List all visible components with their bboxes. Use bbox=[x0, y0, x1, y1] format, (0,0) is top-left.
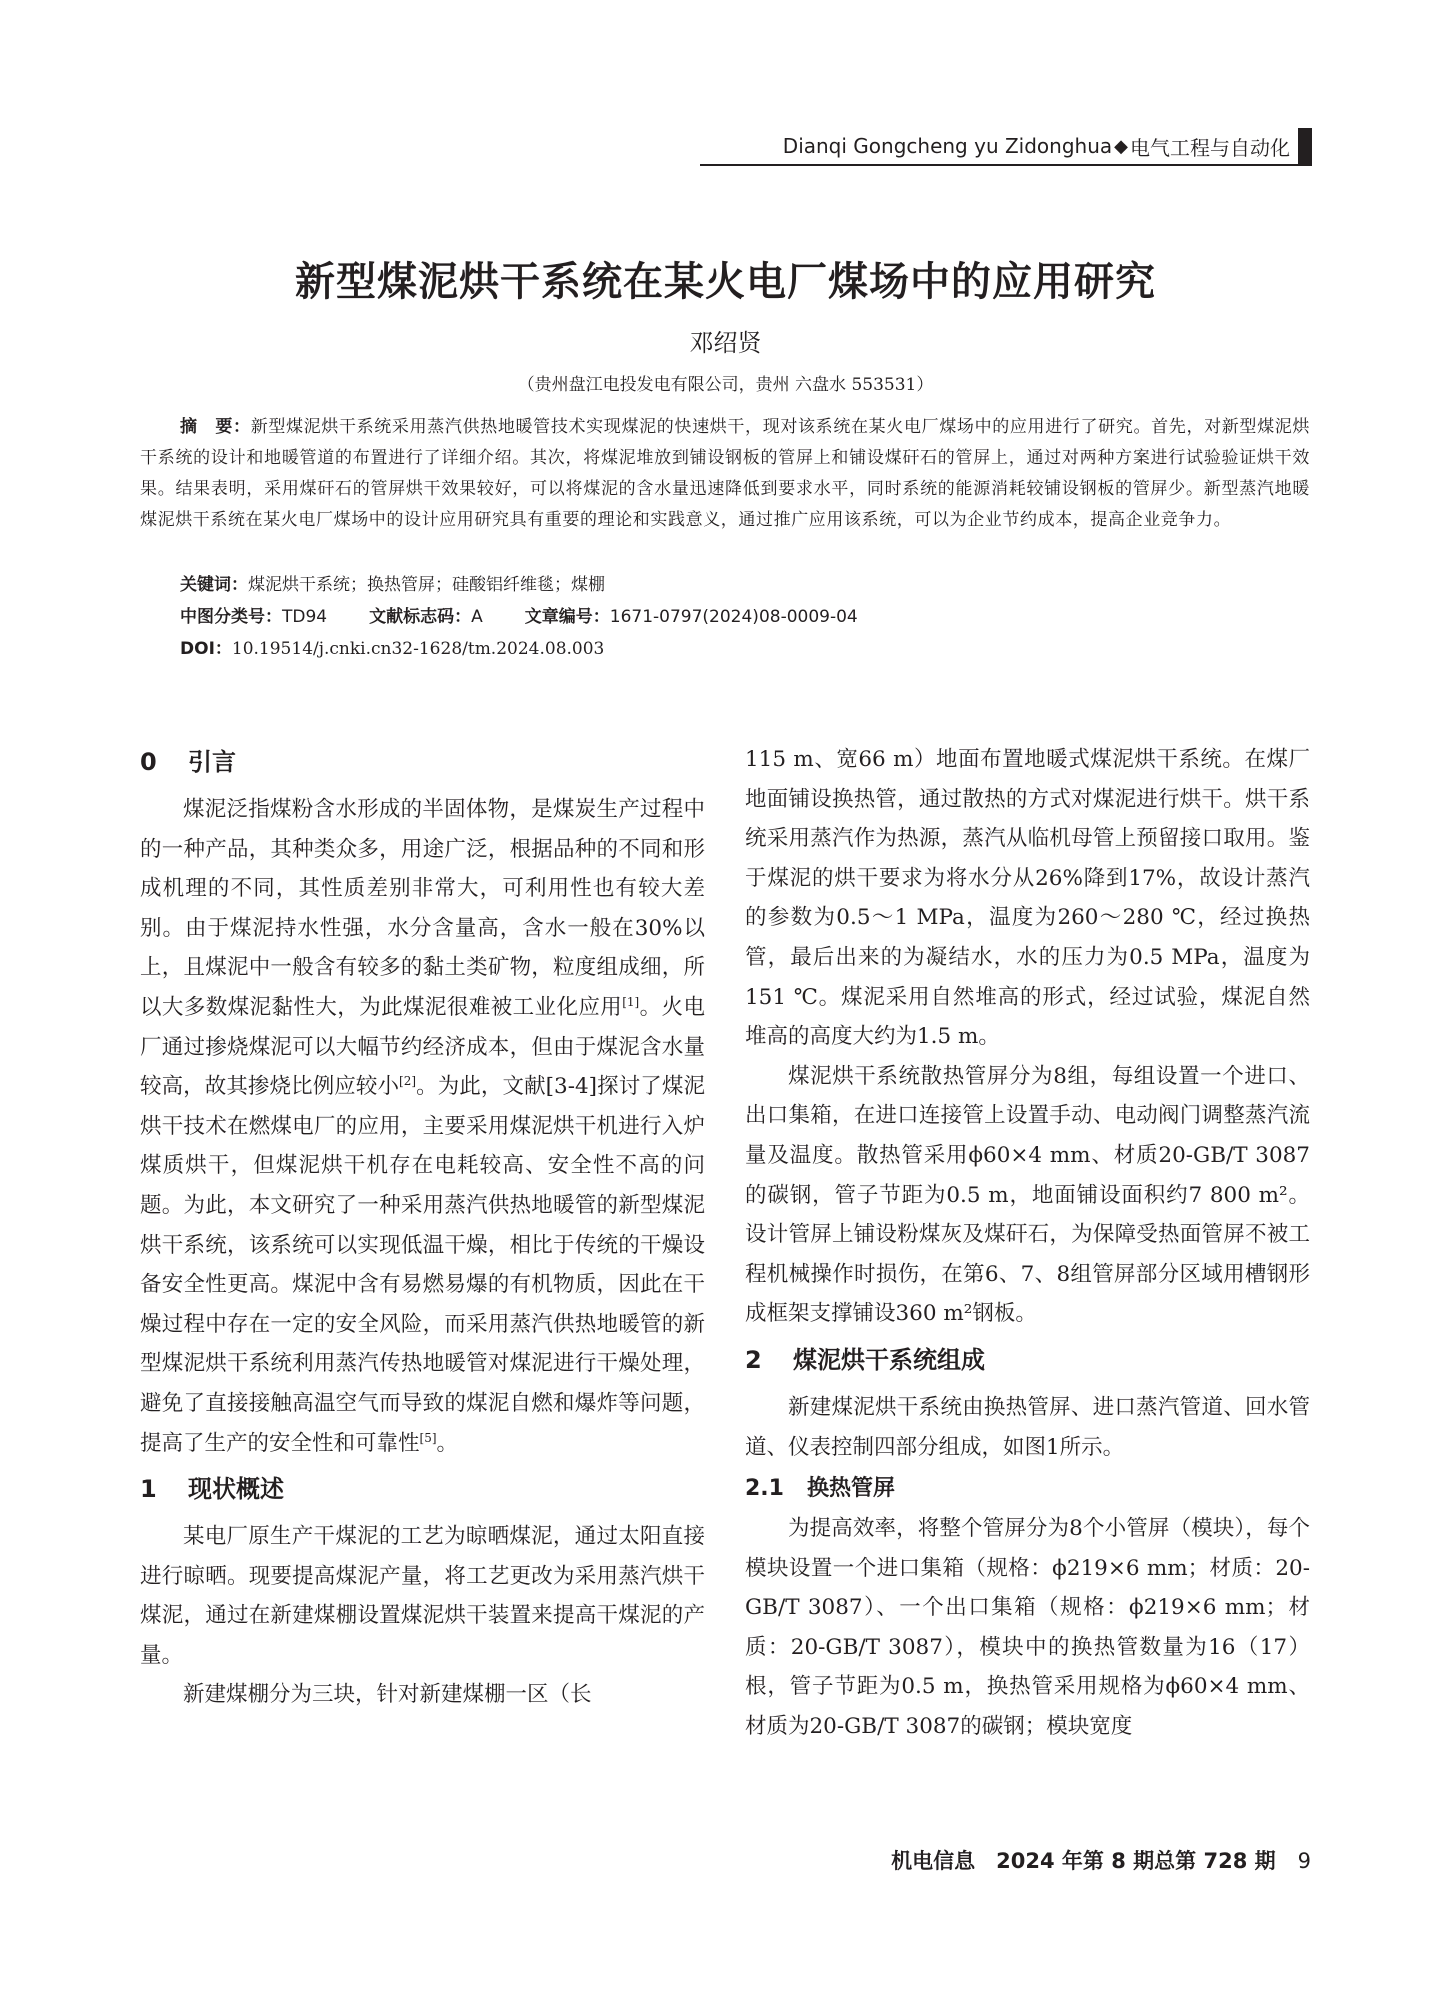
paper-title: 新型煤泥烘干系统在某火电厂煤场中的应用研究 bbox=[295, 259, 1156, 305]
abstract bbox=[140, 412, 1310, 536]
abstract-label: 摘 要： bbox=[180, 417, 251, 437]
header-bar bbox=[1298, 128, 1312, 164]
doc-code-label: 文献标志码： bbox=[369, 607, 472, 627]
section-0-heading bbox=[140, 742, 705, 782]
clc-value: TD94 bbox=[282, 607, 328, 627]
page-number: 9 bbox=[1297, 1849, 1311, 1873]
keywords bbox=[180, 570, 605, 600]
page-footer bbox=[891, 1845, 1311, 1875]
classification bbox=[180, 602, 858, 632]
citation: [2] bbox=[399, 1074, 417, 1088]
status-paragraph: 某电厂原生产干煤泥的工艺为晾晒煤泥，通过太阳直接进行晾晒。现要提高煤泥产量，将工艺更改为采用蒸汽烘干煤泥，通过在新建煤棚设置煤泥烘干装置来提高干煤泥的产量。 bbox=[140, 1524, 705, 1668]
clc-label: 中图分类号： bbox=[180, 607, 282, 627]
footer-journal: 机电信息 2024 年第 8 期总第 728 期 bbox=[891, 1849, 1276, 1873]
abstract-text: 新型煤泥烘干系统采用蒸汽供热地暖管技术实现煤泥的快速烘干，现对该系统在某火电厂煤场中的应用进行了研究。首先，对新型煤泥烘干系统的设计和地暖管道的布置进行了详细介绍。其次，将煤泥堆放到铺设钢板的管屏上和铺设煤矸石的管屏上，通过对两种方案进行试验验证烘干效果。结果表明，采用煤矸石的管屏烘干效果较好，可以将煤泥的含水量迅速降低到要求水平，同时系统的能源消耗较铺设钢板的管屏少。新型蒸汽地暖煤泥烘干系统在某火电厂煤场中的设计应用研究具有重要的理论和实践意义，通过推广应用该系统，可以为企业节约成本，提高企业竞争力。 bbox=[140, 417, 1310, 530]
section-2-number: 2 bbox=[745, 1345, 762, 1374]
shed-paragraph-start: 新建煤棚分为三块，针对新建煤棚一区（长 bbox=[183, 1682, 592, 1708]
author: 邓绍贤 bbox=[689, 329, 762, 357]
section-2-title: 煤泥烘干系统组成 bbox=[793, 1345, 985, 1374]
journal-section: 电气工程与自动化 bbox=[1130, 135, 1290, 160]
right-column bbox=[745, 740, 1310, 1747]
section-1-heading bbox=[140, 1469, 705, 1509]
heat-exchange-paragraph: 为提高效率，将整个管屏分为8个小管屏（模块），每个模块设置一个进口集箱（规格：ϕ219×6 mm；材质：20-GB/T 3087）、一个出口集箱（规格：ϕ219×6 mm；材质：20-GB/T 3087），模块中的换热管数量为16（17）根，管子节距为0.5 m，换热管采用规格为ϕ60×4 mm、材质为20-GB/T 3087的碳钢；模块宽度 bbox=[745, 1516, 1310, 1740]
citation: [1] bbox=[622, 994, 640, 1009]
composition-paragraph: 新建煤泥烘干系统由换热管屏、进口蒸汽管道、回水管道、仪表控制四部分组成，如图1所示。 bbox=[745, 1394, 1310, 1460]
section-0-title: 引言 bbox=[188, 748, 236, 776]
section-1-number: 1 bbox=[140, 1475, 157, 1504]
article-no-value: 1671-0797(2024)08-0009-04 bbox=[609, 607, 858, 627]
doi bbox=[180, 634, 604, 664]
keywords-text: 煤泥烘干系统；换热管屏；硅酸铝纤维毯；煤棚 bbox=[248, 575, 605, 595]
section-2-1-heading bbox=[745, 1469, 1310, 1509]
section-1-title: 现状概述 bbox=[188, 1475, 284, 1504]
article-no-label: 文章编号： bbox=[524, 607, 610, 627]
doc-code-value: A bbox=[471, 607, 483, 627]
doi-value: 10.19514/j.cnki.cn32-1628/tm.2024.08.003 bbox=[231, 639, 605, 659]
shed-paragraph-continued: 115 m、宽66 m）地面布置地暖式煤泥烘干系统。在煤厂地面铺设换热管，通过散热的方式对煤泥进行烘干。烘干系统采用蒸汽作为热源，蒸汽从临机母管上预留接口取用。鉴于煤泥的烘干要求为将水分从26%降到17%，故设计蒸汽的参数为0.5～1 MPa，温度为260～280 ℃，经过换热管，最后出来的为凝结水，水的压力为0.5 MPa，温度为151 ℃。煤泥采用自然堆高的形式，经过试验，煤泥自然堆高的高度大约为1.5 m。 bbox=[745, 747, 1310, 1050]
section-2-1-title: 换热管屏 bbox=[807, 1476, 896, 1502]
citation: [5] bbox=[419, 1430, 437, 1445]
affiliation: （贵州盘江电投发电有限公司，贵州 六盘水 553531） bbox=[517, 375, 934, 395]
intro-paragraph: 煤泥泛指煤粉含水形成的半固体物，是煤炭生产过程中的一种产品，其种类众多，用途广泛，根据品种的不同和形成机理的不同，其性质差别非常大，可利用性也有较大差别。由于煤泥持水性强，水分含量高，含水一般在30%以上，且煤泥中一般含有较多的黏土类矿物，粒度组成细，所以大多数煤泥黏性大，为此煤泥很难被工业化应用[1]。火电厂通过掺烧煤泥可以大幅节约经济成本，但由于煤泥含水量较高，故其掺烧比例应较小[2]。为此，文献[3-4]探讨了煤泥烘干技术在燃煤电厂的应用，主要采用煤泥烘干机进行入炉煤质烘干，但煤泥烘干机存在电耗较高、安全性不高的问题。为此，本文研究了一种采用蒸汽供热地暖管的新型煤泥烘干系统，该系统可以实现低温干燥，相比于传统的干燥设备安全性更高。煤泥中含有易燃易爆的有机物质，因此在干燥过程中存在一定的安全风险，而采用蒸汽供热地暖管的新型煤泥烘干系统利用蒸汽传热地暖管对煤泥进行干燥处理，避免了直接接触高温空气而导致的煤泥自燃和爆炸等问题，提高了生产的安全性和可靠性[5]。 bbox=[140, 797, 705, 1456]
pipe-screen-paragraph: 煤泥烘干系统散热管屏分为8组，每组设置一个进口、出口集箱，在进口连接管上设置手动、电动阀门调整蒸汽流量及温度。散热管采用ϕ60×4 mm、材质20-GB/T 3087的碳钢，管子节距为0.5 m，地面铺设面积约7 800 m²。设计管屏上铺设粉煤灰及煤矸石，为保障受热面管屏不被工程机械操作时损伤，在第6、7、8组管屏部分区域用槽钢形成框架支撑铺设360 m²钢板。 bbox=[745, 1063, 1310, 1327]
diamond-icon: ◆ bbox=[1114, 135, 1128, 157]
keywords-label: 关键词： bbox=[180, 575, 248, 595]
running-header bbox=[700, 128, 1312, 166]
left-column bbox=[140, 738, 705, 1715]
doi-label: DOI： bbox=[180, 639, 232, 659]
section-0-number: 0 bbox=[140, 748, 157, 776]
journal-pinyin: Dianqi Gongcheng yu Zidonghua bbox=[782, 134, 1113, 158]
section-2-heading bbox=[745, 1340, 1310, 1380]
section-2-1-number: 2.1 bbox=[745, 1476, 784, 1502]
